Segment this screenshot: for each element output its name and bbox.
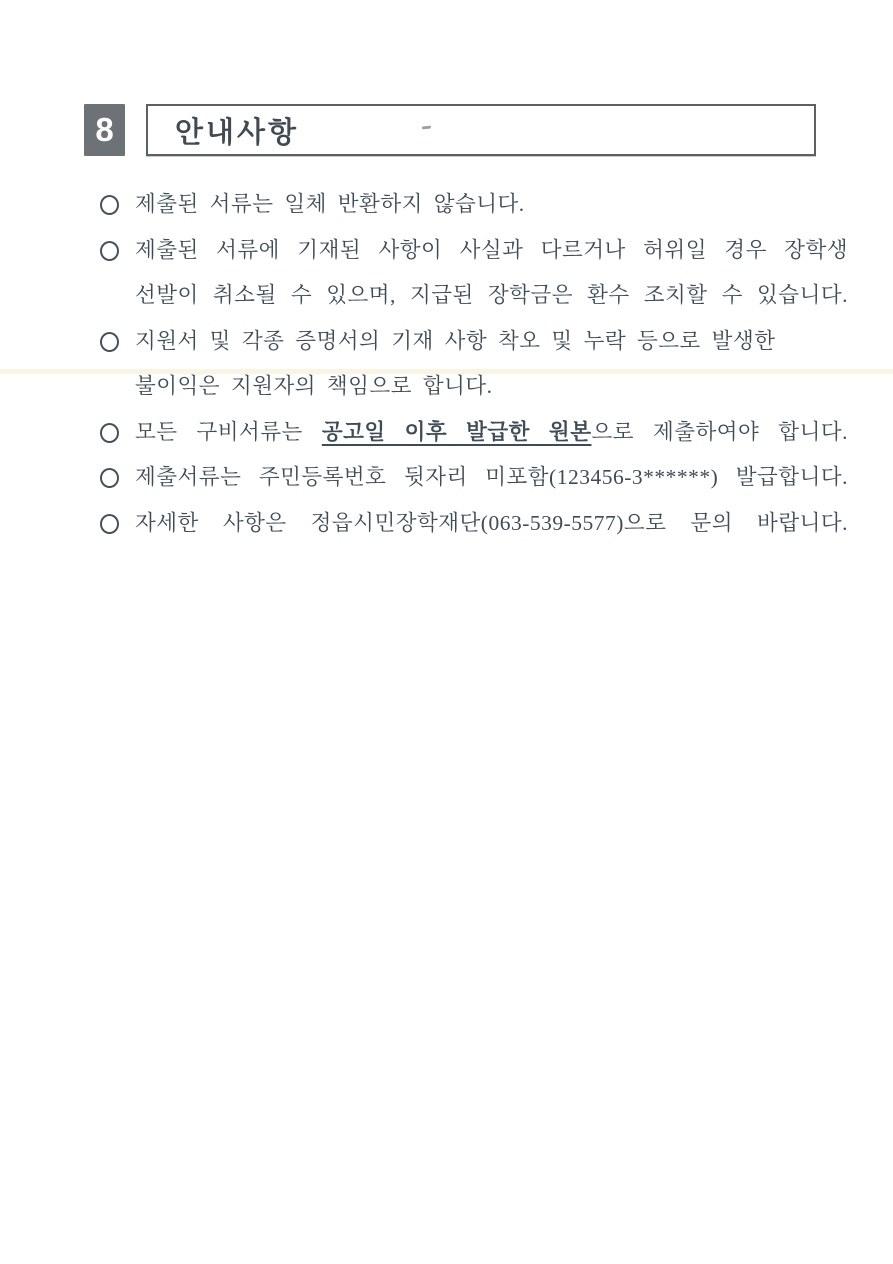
bullet-circle-icon: [100, 423, 119, 443]
notice-item: [100, 455, 848, 501]
bullet-circle-icon: [100, 514, 119, 534]
section-title-box: [146, 104, 816, 156]
notice-item: [100, 319, 848, 410]
notice-line: 자세한 사항은 정읍시민장학재단(063-539-5577)으로 문의 바랍니다.: [135, 510, 848, 535]
notice-line-suffix: 으로 제출하여야 합니다.: [591, 419, 848, 444]
emphasized-text: 공고일 이후 발급한 원본: [321, 419, 592, 444]
notice-item: [100, 501, 848, 547]
notice-list: [100, 182, 848, 546]
bullet-circle-icon: [100, 241, 119, 261]
notice-line: 지원서 및 각종 증명서의 기재 사항 착오 및 누락 등으로 발생한: [135, 328, 776, 353]
notice-line: 제출서류는 주민등록번호 뒷자리 미포함(123456-3******) 발급합니다.: [135, 465, 848, 489]
notice-line: 제출된 서류에 기재된 사항이 사실과 다르거나 허위일 경우 장학생: [135, 237, 848, 262]
bullet-circle-icon: [100, 195, 119, 215]
notice-item: [100, 182, 848, 228]
bullet-circle-icon: [100, 468, 119, 488]
section-number: 8: [95, 111, 114, 148]
notice-line: [135, 410, 848, 456]
notice-line-prefix: 모든 구비서류는: [135, 419, 322, 444]
notice-item: [100, 410, 848, 456]
bullet-circle-icon: [100, 332, 119, 352]
section-number-box: [84, 104, 125, 156]
notice-item: [100, 228, 848, 319]
section-title: 안내사항: [175, 116, 300, 149]
notice-line: 불이익은 지원자의 책임으로 합니다.: [135, 374, 493, 398]
notice-line: 선발이 취소될 수 있으며, 지급된 장학금은 환수 조치할 수 있습니다.: [135, 283, 848, 307]
notice-line: 제출된 서류는 일체 반환하지 않습니다.: [135, 192, 525, 216]
